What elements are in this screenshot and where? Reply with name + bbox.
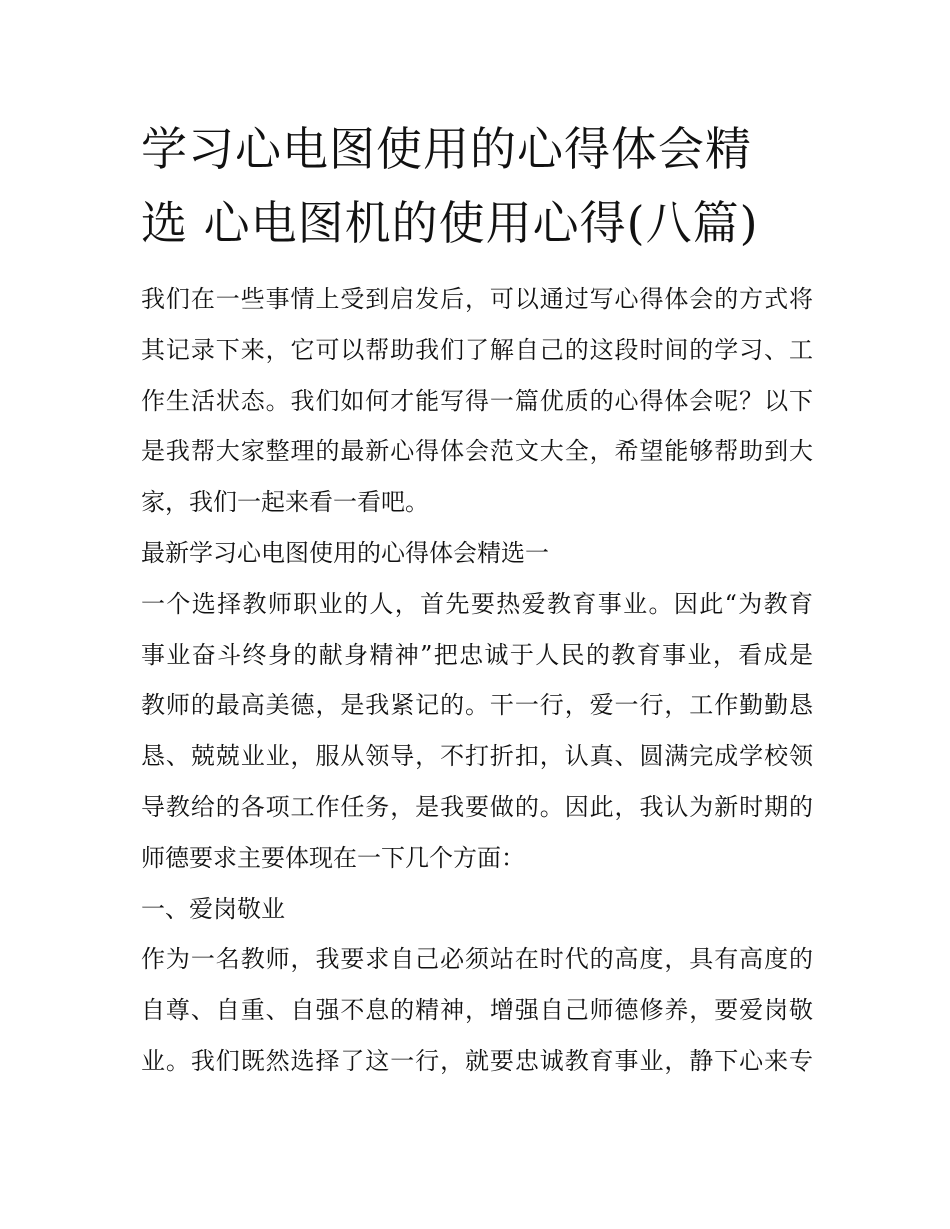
- body-line: 作生活状态。我们如何才能写得一篇优质的心得体会呢？以下: [141, 386, 813, 415]
- body-line: 自尊、自重、自强不息的精神，增强自己师德修养，要爱岗敬: [141, 996, 813, 1025]
- body-line: 教师的最高美德，是我紧记的。干一行，爱一行，工作勤勤恳: [141, 691, 813, 720]
- document-title: [141, 112, 813, 260]
- document-content: [141, 112, 813, 1087]
- body-line: 作为一名教师，我要求自己必须站在时代的高度，具有高度的: [141, 945, 813, 974]
- section-heading: 最新学习心电图使用的心得体会精选一: [141, 538, 549, 567]
- body-line: 家，我们一起来看一看吧。: [141, 488, 429, 517]
- body-line: 我们在一些事情上受到启发后，可以通过写心得体会的方式将: [141, 285, 813, 313]
- body-line: 其记录下来，它可以帮助我们了解自己的这段时间的学习、工: [141, 335, 813, 364]
- subsection-heading: 一、爱岗敬业: [141, 894, 285, 923]
- body-line: 师德要求主要体现在一下几个方面：: [141, 843, 525, 872]
- body-line: 是我帮大家整理的最新心得体会范文大全，希望能够帮助到大: [141, 437, 813, 466]
- title-line-1: 学习心电图使用的心得体会精: [141, 122, 752, 176]
- body-line: 事业奋斗终身的献身精神”把忠诚于人民的教育事业，看成是: [141, 640, 813, 669]
- document-body: [141, 274, 813, 1087]
- title-line-2: 选 心电图机的使用心得(八篇): [141, 196, 759, 250]
- body-line: 业。我们既然选择了这一行，就要忠诚教育事业，静下心来专: [141, 1046, 813, 1075]
- body-line: 导教给的各项工作任务，是我要做的。因此，我认为新时期的: [141, 792, 813, 821]
- body-line: 一个选择教师职业的人，首先要热爱教育事业。因此“为教育: [141, 589, 813, 618]
- body-line: 恳、兢兢业业，服从领导，不打折扣，认真、圆满完成学校领: [141, 742, 813, 771]
